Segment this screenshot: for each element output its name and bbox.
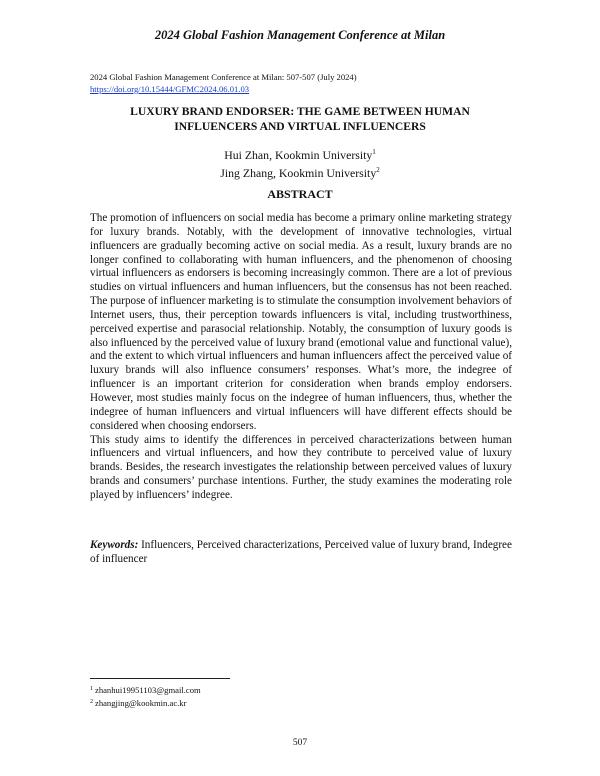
abstract-paragraph-1: The promotion of influencers on social media has become a primary online marketing strategy for luxury brands. Notably, with the development of innovative technologies, virtual influencers are gradually becoming active on social media. As a result, luxury brands are no longer confined to collaborating with human influencers, and the phenomenon of choosing virtual influencers as endorsers is becoming increasingly common. There are a lot of previous studies on virtual influencers and human influencers, but the consensus has not been reached. The purpose of influencer marketing is to stimulate the consumption involvement behaviors of Internet users, thus, their perception towards influencers is vital, including trustworthiness, perceived expertise and parasocial relationship. Notably, the consumption of luxury goods is also influenced by the perceived value of luxury brand (emotional value and functional value), and the extent to which virtual influencers and human influencers affect the perceived value of luxury brands will also influence consumers’ responses. What’s more, the indegree of influencer is an important criterion for consideration when brands employ endorsers. However, most studies mainly focus on the indegree of human influencers, thus, whether the indegree of human influencers and virtual influencers will have different effects should be considered when choosing endorsers. — [90, 212, 513, 432]
author-list — [0, 145, 600, 180]
title-line-2: INFLUENCERS AND VIRTUAL INFLUENCERS — [174, 120, 426, 133]
footnote-1 — [90, 683, 201, 696]
footnote-marker: 1 — [90, 686, 93, 692]
keywords — [90, 538, 512, 566]
citation-line: 2024 Global Fashion Management Conference at Milan: 507-507 (July 2024) — [90, 72, 357, 82]
keywords-text: Influencers, Perceived characterizations, Perceived value of luxury brand, Indegree of influencer — [90, 539, 512, 565]
page-number: 507 — [292, 738, 308, 748]
footnote-email: zhanhui19951103@gmail.com — [95, 685, 201, 695]
footnote-marker: 1 — [372, 148, 376, 156]
footnote-email: zhangjing@kookmin.ac.kr — [95, 698, 187, 708]
keywords-label: Keywords: — [90, 539, 139, 551]
title-line-1: LUXURY BRAND ENDORSER: THE GAME BETWEEN HUMAN — [130, 105, 470, 118]
paper-title — [60, 104, 540, 134]
footnote-marker: 2 — [90, 699, 93, 705]
citation-block — [90, 71, 357, 95]
footnote-marker: 2 — [376, 165, 380, 174]
abstract-paragraph-2: This study aims to identify the differences in perceived characterizations between human influencers and virtual influencers, and how they contribute to perceived value of luxury brands. Besides, the research investigates the relationship between perceived values of luxury brands and consumers’ purchase intentions. Further, the study examines the moderating role played by influencers’ indegree. — [90, 433, 512, 501]
conference-header: 2024 Global Fashion Management Conference at Milan — [154, 28, 446, 42]
author-name: Hui Zhan, Kookmin University — [224, 148, 373, 162]
author-name: Jing Zhang, Kookmin University — [220, 165, 377, 180]
author-1 — [0, 145, 600, 163]
abstract-body — [90, 212, 512, 503]
footnote-2 — [90, 696, 201, 709]
footnote-divider — [90, 678, 230, 679]
footnotes — [90, 683, 201, 709]
author-2 — [0, 163, 600, 181]
abstract-heading: ABSTRACT — [267, 187, 333, 201]
doi-link[interactable]: https://doi.org/10.15444/GFMC2024.06.01.03 — [90, 84, 250, 94]
